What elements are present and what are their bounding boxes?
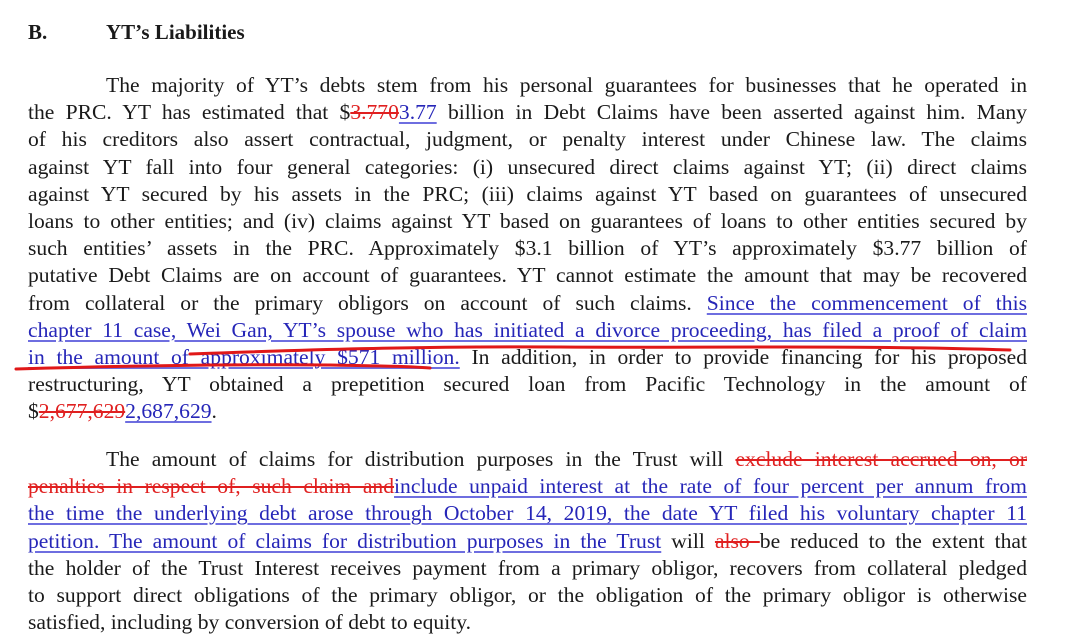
body-text: The majority of YT’s debts stem from his personal guarantees for businesses that he operated in [106, 73, 1027, 97]
text-line [28, 500, 1027, 527]
text-line [28, 528, 1027, 555]
paragraph-liabilities [28, 72, 1027, 425]
text-line [28, 99, 1027, 126]
section-title: YT’s Liabilities [106, 20, 245, 44]
text-line [28, 317, 1027, 344]
paragraph-claims-distribution [28, 446, 1027, 636]
body-text: loans to other entities; and (iv) claims against YT based on guarantees of loans to other entities secured by [28, 208, 1027, 233]
inserted-text: include unpaid interest at the rate of four percent per annum from [394, 474, 1027, 499]
body-text: from collateral or the primary obligors on account of such claims. [28, 290, 707, 315]
section-heading [28, 18, 245, 46]
body-text: such entities’ assets in the PRC. Approximately $3.1 billion of YT’s approximately $3.77 billion of [28, 236, 1027, 261]
text-line [28, 582, 1027, 609]
text-line [28, 555, 1027, 582]
inserted-text: petition. The amount of claims for distribution purposes in the Trust [28, 528, 662, 553]
section-number: B. [28, 20, 48, 44]
body-text: In addition, in order to provide financing for his proposed [459, 344, 1027, 369]
text-line [28, 398, 1027, 425]
inserted-text: 3.77 [398, 100, 437, 125]
text-line [28, 290, 1027, 317]
text-line [28, 126, 1027, 153]
deleted-text: 3.770 [350, 100, 399, 125]
text-line [28, 344, 1027, 371]
body-text: against YT secured by his assets in the PRC; (iii) claims against YT based on guarantees of unsecured [28, 181, 1027, 206]
text-line [28, 154, 1027, 181]
deleted-text: also [714, 528, 760, 553]
body-text: of his creditors also assert contractual, judgment, or penalty interest under Chinese law. The claims [28, 127, 1027, 152]
body-text: the holder of the Trust Interest receives payment from a primary obligor, recovers from collateral pledged [28, 555, 1027, 580]
deleted-text: 2,677,629 [38, 399, 126, 424]
inserted-text: chapter 11 case, Wei Gan, YT’s spouse who has initiated a divorce proceeding, has filed a proof of claim [28, 317, 1027, 342]
deleted-text: exclude interest accrued on, or [735, 447, 1027, 471]
inserted-text: the time the underlying debt arose through October 14, 2019, the date YT filed his voluntary chapter 11 [28, 501, 1027, 526]
text-line [28, 181, 1027, 208]
text-line [28, 446, 1027, 473]
inserted-text: in the amount of approximately $571 million. [28, 344, 460, 369]
body-text: putative Debt Claims are on account of guarantees. YT cannot estimate the amount that may be recovered [28, 263, 1027, 288]
body-text: The amount of claims for distribution purposes in the Trust will [106, 447, 736, 471]
inserted-text: Since the commencement of this [706, 290, 1027, 315]
body-text: be reduced to the extent that [759, 528, 1028, 553]
body-text: restructuring, YT obtained a prepetition secured loan from Pacific Technology in the amount of [28, 372, 1027, 397]
text-line [28, 235, 1027, 262]
body-text: to support direct obligations of the primary obligor, or the obligation of the primary obligor is otherwise [28, 582, 1027, 607]
text-line [28, 72, 1027, 99]
text-line [28, 371, 1027, 398]
inserted-text: 2,687,629 [125, 399, 212, 424]
body-text: . [211, 399, 217, 424]
body-text: the PRC. YT has estimated that $ [28, 100, 351, 125]
body-text: against YT fall into four general categories: (i) unsecured direct claims against YT; (ii) direct claims [28, 154, 1027, 179]
deleted-text: penalties in respect of, such claim and [28, 474, 395, 499]
body-text: satisfied, including by conversion of debt to equity. [28, 610, 471, 635]
text-line [28, 609, 1027, 636]
body-text: will [661, 528, 715, 553]
body-text: billion in Debt Claims have been asserted against him. Many [436, 100, 1027, 125]
body-text: $ [28, 399, 39, 424]
text-line [28, 262, 1027, 289]
text-line [28, 473, 1027, 500]
text-line [28, 208, 1027, 235]
